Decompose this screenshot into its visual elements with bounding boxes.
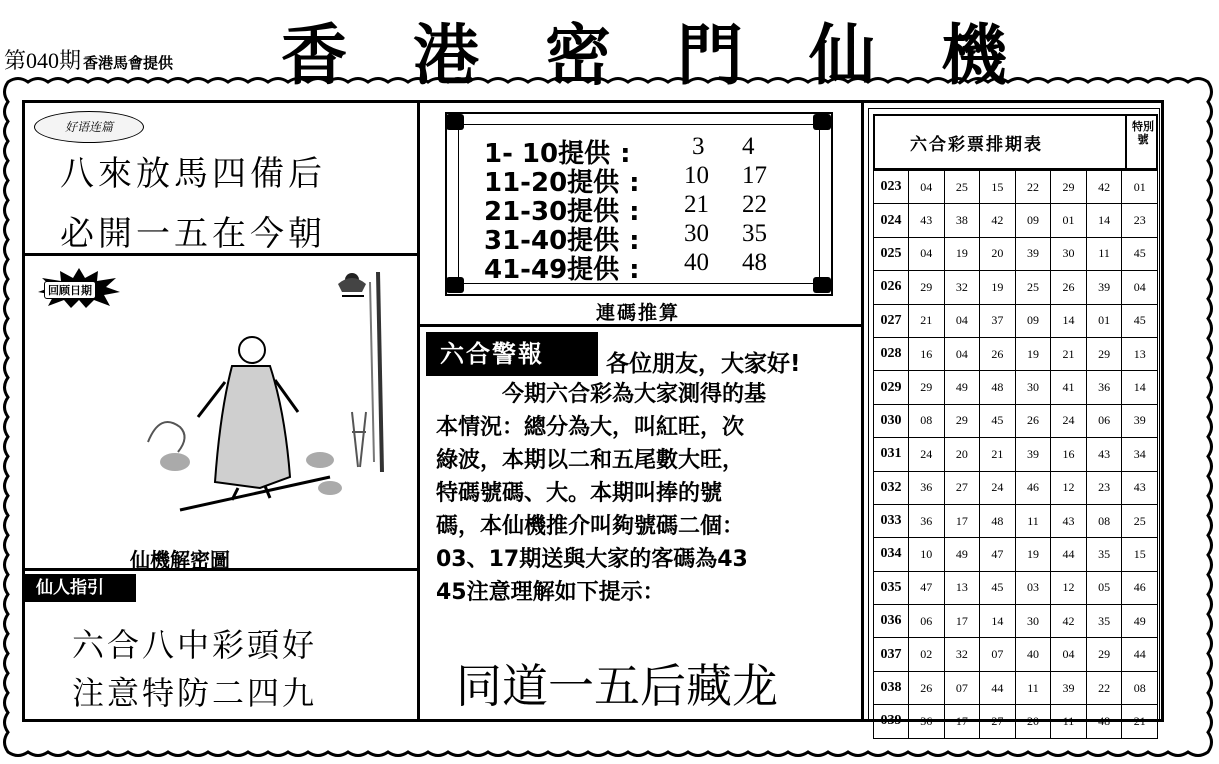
number-cell: 15: [980, 171, 1016, 204]
number-cell: 44: [980, 671, 1016, 704]
number-cell: 14: [980, 605, 1016, 638]
number-cell: 19: [1015, 337, 1051, 370]
number-cell: 26: [1051, 271, 1087, 304]
issue-cell: 029: [874, 371, 909, 404]
special-number-cell: 08: [1122, 671, 1158, 704]
title-char: 香: [281, 17, 347, 94]
issue-cell: 039: [874, 705, 909, 738]
number-cell: 29: [1086, 337, 1122, 370]
issue-cell: 024: [874, 204, 909, 237]
number-cell: 27: [980, 705, 1016, 738]
number-cell: 35: [1086, 605, 1122, 638]
number-cell: 14: [1051, 304, 1087, 337]
alert-line: 碼，本仙機推介叫夠號碼二個：: [436, 514, 745, 539]
bird-icon: [338, 273, 366, 296]
series-caption: 連碼推算: [596, 302, 681, 324]
special-number-cell: 04: [1122, 271, 1158, 304]
number-cell: 09: [1015, 204, 1051, 237]
number-cell: 43: [1051, 504, 1087, 537]
title-char: 門: [677, 17, 743, 94]
number-cell: 29: [1086, 638, 1122, 671]
number-cell: 19: [1015, 538, 1051, 571]
range-colon: :: [629, 255, 640, 285]
table-row: [874, 371, 1158, 404]
alert-line: 本情況：總分為大，叫紅旺，次: [436, 415, 745, 440]
alert-body: [436, 378, 836, 609]
number-cell: 42: [980, 204, 1016, 237]
number-cell: 04: [944, 337, 980, 370]
number-cell: 11: [1086, 237, 1122, 270]
number-cell: 21: [980, 438, 1016, 471]
number-cell: 44: [1051, 538, 1087, 571]
alert-line: 特碼號碼、大。本期叫捧的號: [436, 481, 723, 506]
table-row: [874, 404, 1158, 437]
number-cell: 43: [909, 204, 945, 237]
number-cell: 26: [909, 671, 945, 704]
special-number-cell: 34: [1122, 438, 1158, 471]
number-cell: 07: [980, 638, 1016, 671]
table-row: [874, 438, 1158, 471]
range-row: [484, 249, 767, 286]
guide-label: 仙人指引: [24, 574, 136, 602]
number-cell: 36: [909, 504, 945, 537]
alert-line: 綠波，本期以二和五尾數大旺，: [436, 448, 745, 473]
range-label: 41-49提供: [484, 255, 620, 285]
number-cell: 48: [980, 371, 1016, 404]
special-number-cell: 01: [1122, 171, 1158, 204]
number-cell: 49: [944, 371, 980, 404]
number-cell: 26: [980, 337, 1016, 370]
number-cell: 16: [1051, 438, 1087, 471]
number-cell: 29: [909, 371, 945, 404]
number-cell: 06: [1086, 404, 1122, 437]
page-title: [248, 2, 1040, 97]
issue-cell: 023: [874, 171, 909, 204]
special-number-cell: 14: [1122, 371, 1158, 404]
number-cell: 47: [909, 571, 945, 604]
title-char: 港: [413, 17, 479, 94]
table-row: [874, 705, 1158, 738]
number-cell: 36: [1086, 371, 1122, 404]
issue-number: 第040期: [4, 48, 82, 73]
table-row: [874, 237, 1158, 270]
range-number: 48: [742, 249, 767, 276]
number-cell: 39: [1015, 438, 1051, 471]
corner-ornament-icon: [446, 114, 464, 130]
range-number: 4: [742, 133, 755, 160]
number-cell: 39: [1015, 237, 1051, 270]
number-cell: 04: [1051, 638, 1087, 671]
table-row: [874, 571, 1158, 604]
issue-cell: 038: [874, 671, 909, 704]
number-cell: 48: [980, 504, 1016, 537]
number-cell: 42: [1051, 605, 1087, 638]
table-row: [874, 304, 1158, 337]
range-number: 40: [684, 249, 709, 276]
number-cell: 04: [909, 171, 945, 204]
number-cell: 14: [1086, 204, 1122, 237]
number-cell: 19: [980, 271, 1016, 304]
number-cell: 21: [1051, 337, 1087, 370]
number-cell: 22: [1015, 171, 1051, 204]
number-cell: 25: [1015, 271, 1051, 304]
schedule-title: 六合彩票排期表: [910, 135, 1043, 155]
number-cell: 08: [909, 404, 945, 437]
table-row: [874, 504, 1158, 537]
number-cell: 17: [944, 504, 980, 537]
special-number-cell: 15: [1122, 538, 1158, 571]
provider-label: 香港馬會提供: [83, 54, 174, 72]
number-cell: 17: [944, 705, 980, 738]
range-label: 1- 10提供: [484, 139, 611, 169]
number-cell: 24: [1051, 404, 1087, 437]
issue-cell: 028: [874, 337, 909, 370]
special-number-cell: 43: [1122, 471, 1158, 504]
alert-label: 六合警報: [426, 332, 598, 376]
number-cell: 32: [944, 271, 980, 304]
number-cell: 39: [1051, 671, 1087, 704]
number-cell: 20: [944, 438, 980, 471]
special-number-cell: 21: [1122, 705, 1158, 738]
number-cell: 40: [1015, 638, 1051, 671]
range-number: 22: [742, 191, 767, 218]
number-cell: 36: [909, 705, 945, 738]
table-row: [874, 337, 1158, 370]
number-cell: 09: [1015, 304, 1051, 337]
issue-cell: 032: [874, 471, 909, 504]
number-cell: 07: [944, 671, 980, 704]
table-row: [874, 204, 1158, 237]
range-number: 30: [684, 220, 709, 247]
number-cell: 01: [1051, 204, 1087, 237]
range-label: 11-20提供: [484, 168, 620, 198]
number-cell: 05: [1086, 571, 1122, 604]
number-cell: 47: [980, 538, 1016, 571]
issue-cell: 036: [874, 605, 909, 638]
number-cell: 03: [1015, 571, 1051, 604]
number-cell: 48: [1086, 705, 1122, 738]
number-cell: 43: [1086, 438, 1122, 471]
number-cell: 46: [1015, 471, 1051, 504]
number-cell: 01: [1086, 304, 1122, 337]
range-number: 3: [692, 133, 705, 160]
table-row: [874, 271, 1158, 304]
special-number-cell: 44: [1122, 638, 1158, 671]
issue-header: [4, 44, 173, 75]
title-char: 機: [941, 17, 1007, 94]
special-number-cell: 23: [1122, 204, 1158, 237]
range-colon: :: [629, 226, 640, 256]
number-cell: 29: [1051, 171, 1087, 204]
number-cell: 37: [980, 304, 1016, 337]
number-cell: 23: [1086, 471, 1122, 504]
number-cell: 02: [909, 638, 945, 671]
picture-caption: 仙機解密圖: [130, 548, 230, 572]
title-char: 仙: [809, 17, 875, 94]
alert-line: 03、17期送與大家的客碼為43: [436, 547, 748, 572]
number-cell: 30: [1015, 371, 1051, 404]
number-cell: 35: [1086, 538, 1122, 571]
number-cell: 12: [1051, 471, 1087, 504]
issue-cell: 034: [874, 538, 909, 571]
number-cell: 17: [944, 605, 980, 638]
number-cell: 04: [909, 237, 945, 270]
badge-label: 回顾日期: [44, 281, 96, 299]
number-cell: 19: [944, 237, 980, 270]
guide-poem-line: 注意特防二四九: [72, 674, 318, 712]
table-row: [874, 471, 1158, 504]
number-cell: 29: [944, 404, 980, 437]
range-number: 35: [742, 220, 767, 247]
number-cell: 36: [909, 471, 945, 504]
schedule-table: [873, 170, 1158, 739]
number-cell: 16: [909, 337, 945, 370]
number-cell: 26: [1015, 404, 1051, 437]
divider-right: [861, 100, 864, 722]
table-row: [874, 638, 1158, 671]
number-cell: 20: [980, 237, 1016, 270]
special-number-label: 特別號: [1132, 120, 1154, 146]
issue-cell: 035: [874, 571, 909, 604]
range-number: 21: [684, 191, 709, 218]
number-cell: 04: [944, 304, 980, 337]
number-cell: 06: [909, 605, 945, 638]
poem-line: 八來放馬四備后: [60, 154, 326, 194]
special-number-cell: 39: [1122, 404, 1158, 437]
number-cell: 30: [1015, 605, 1051, 638]
number-cell: 29: [909, 271, 945, 304]
schedule-title-divider: [1125, 114, 1127, 170]
poem-line: 必開一五在今朝: [60, 214, 326, 254]
special-number-cell: 45: [1122, 304, 1158, 337]
issue-cell: 026: [874, 271, 909, 304]
alert-line: 45注意理解如下提示：: [436, 580, 665, 605]
special-number-cell: 49: [1122, 605, 1158, 638]
number-cell: 22: [1086, 671, 1122, 704]
issue-cell: 027: [874, 304, 909, 337]
table-row: [874, 171, 1158, 204]
monk-illustration: [120, 262, 400, 542]
special-number-cell: 25: [1122, 504, 1158, 537]
number-cell: 49: [944, 538, 980, 571]
table-row: [874, 671, 1158, 704]
issue-cell: 025: [874, 237, 909, 270]
number-cell: 20: [1015, 705, 1051, 738]
number-cell: 38: [944, 204, 980, 237]
corner-ornament-icon: [813, 114, 831, 130]
guide-poem-line: 六合八中彩頭好: [72, 626, 318, 664]
greeting-text: 各位朋友，大家好!: [606, 351, 801, 377]
number-cell: 24: [980, 471, 1016, 504]
number-cell: 12: [1051, 571, 1087, 604]
number-cell: 42: [1086, 171, 1122, 204]
range-label: 21-30提供: [484, 197, 620, 227]
oval-label: 好语连篇: [34, 111, 144, 143]
number-cell: 32: [944, 638, 980, 671]
number-cell: 11: [1051, 705, 1087, 738]
issue-cell: 031: [874, 438, 909, 471]
issue-cell: 030: [874, 404, 909, 437]
number-cell: 13: [944, 571, 980, 604]
alert-line: 今期六合彩為大家測得的基: [502, 382, 767, 407]
range-number: 10: [684, 162, 709, 189]
range-colon: :: [620, 139, 631, 169]
number-cell: 25: [944, 171, 980, 204]
slogan: 同道一五后藏龙: [456, 661, 778, 712]
number-cell: 41: [1051, 371, 1087, 404]
range-number: 17: [742, 162, 767, 189]
issue-cell: 037: [874, 638, 909, 671]
corner-ornament-icon: [446, 277, 464, 293]
issue-cell: 033: [874, 504, 909, 537]
number-cell: 27: [944, 471, 980, 504]
number-cell: 11: [1015, 504, 1051, 537]
number-cell: 21: [909, 304, 945, 337]
range-label: 31-40提供: [484, 226, 620, 256]
table-row: [874, 605, 1158, 638]
title-char: 密: [545, 17, 611, 94]
number-cell: 11: [1015, 671, 1051, 704]
table-row: [874, 538, 1158, 571]
number-cell: 45: [980, 404, 1016, 437]
number-cell: 08: [1086, 504, 1122, 537]
number-cell: 45: [980, 571, 1016, 604]
range-colon: :: [629, 197, 640, 227]
corner-ornament-icon: [813, 277, 831, 293]
number-cell: 30: [1051, 237, 1087, 270]
number-cell: 10: [909, 538, 945, 571]
special-number-cell: 13: [1122, 337, 1158, 370]
special-number-cell: 45: [1122, 237, 1158, 270]
number-cell: 24: [909, 438, 945, 471]
number-cell: 39: [1086, 271, 1122, 304]
special-number-cell: 46: [1122, 571, 1158, 604]
divider-left: [417, 100, 420, 722]
range-colon: :: [629, 168, 640, 198]
